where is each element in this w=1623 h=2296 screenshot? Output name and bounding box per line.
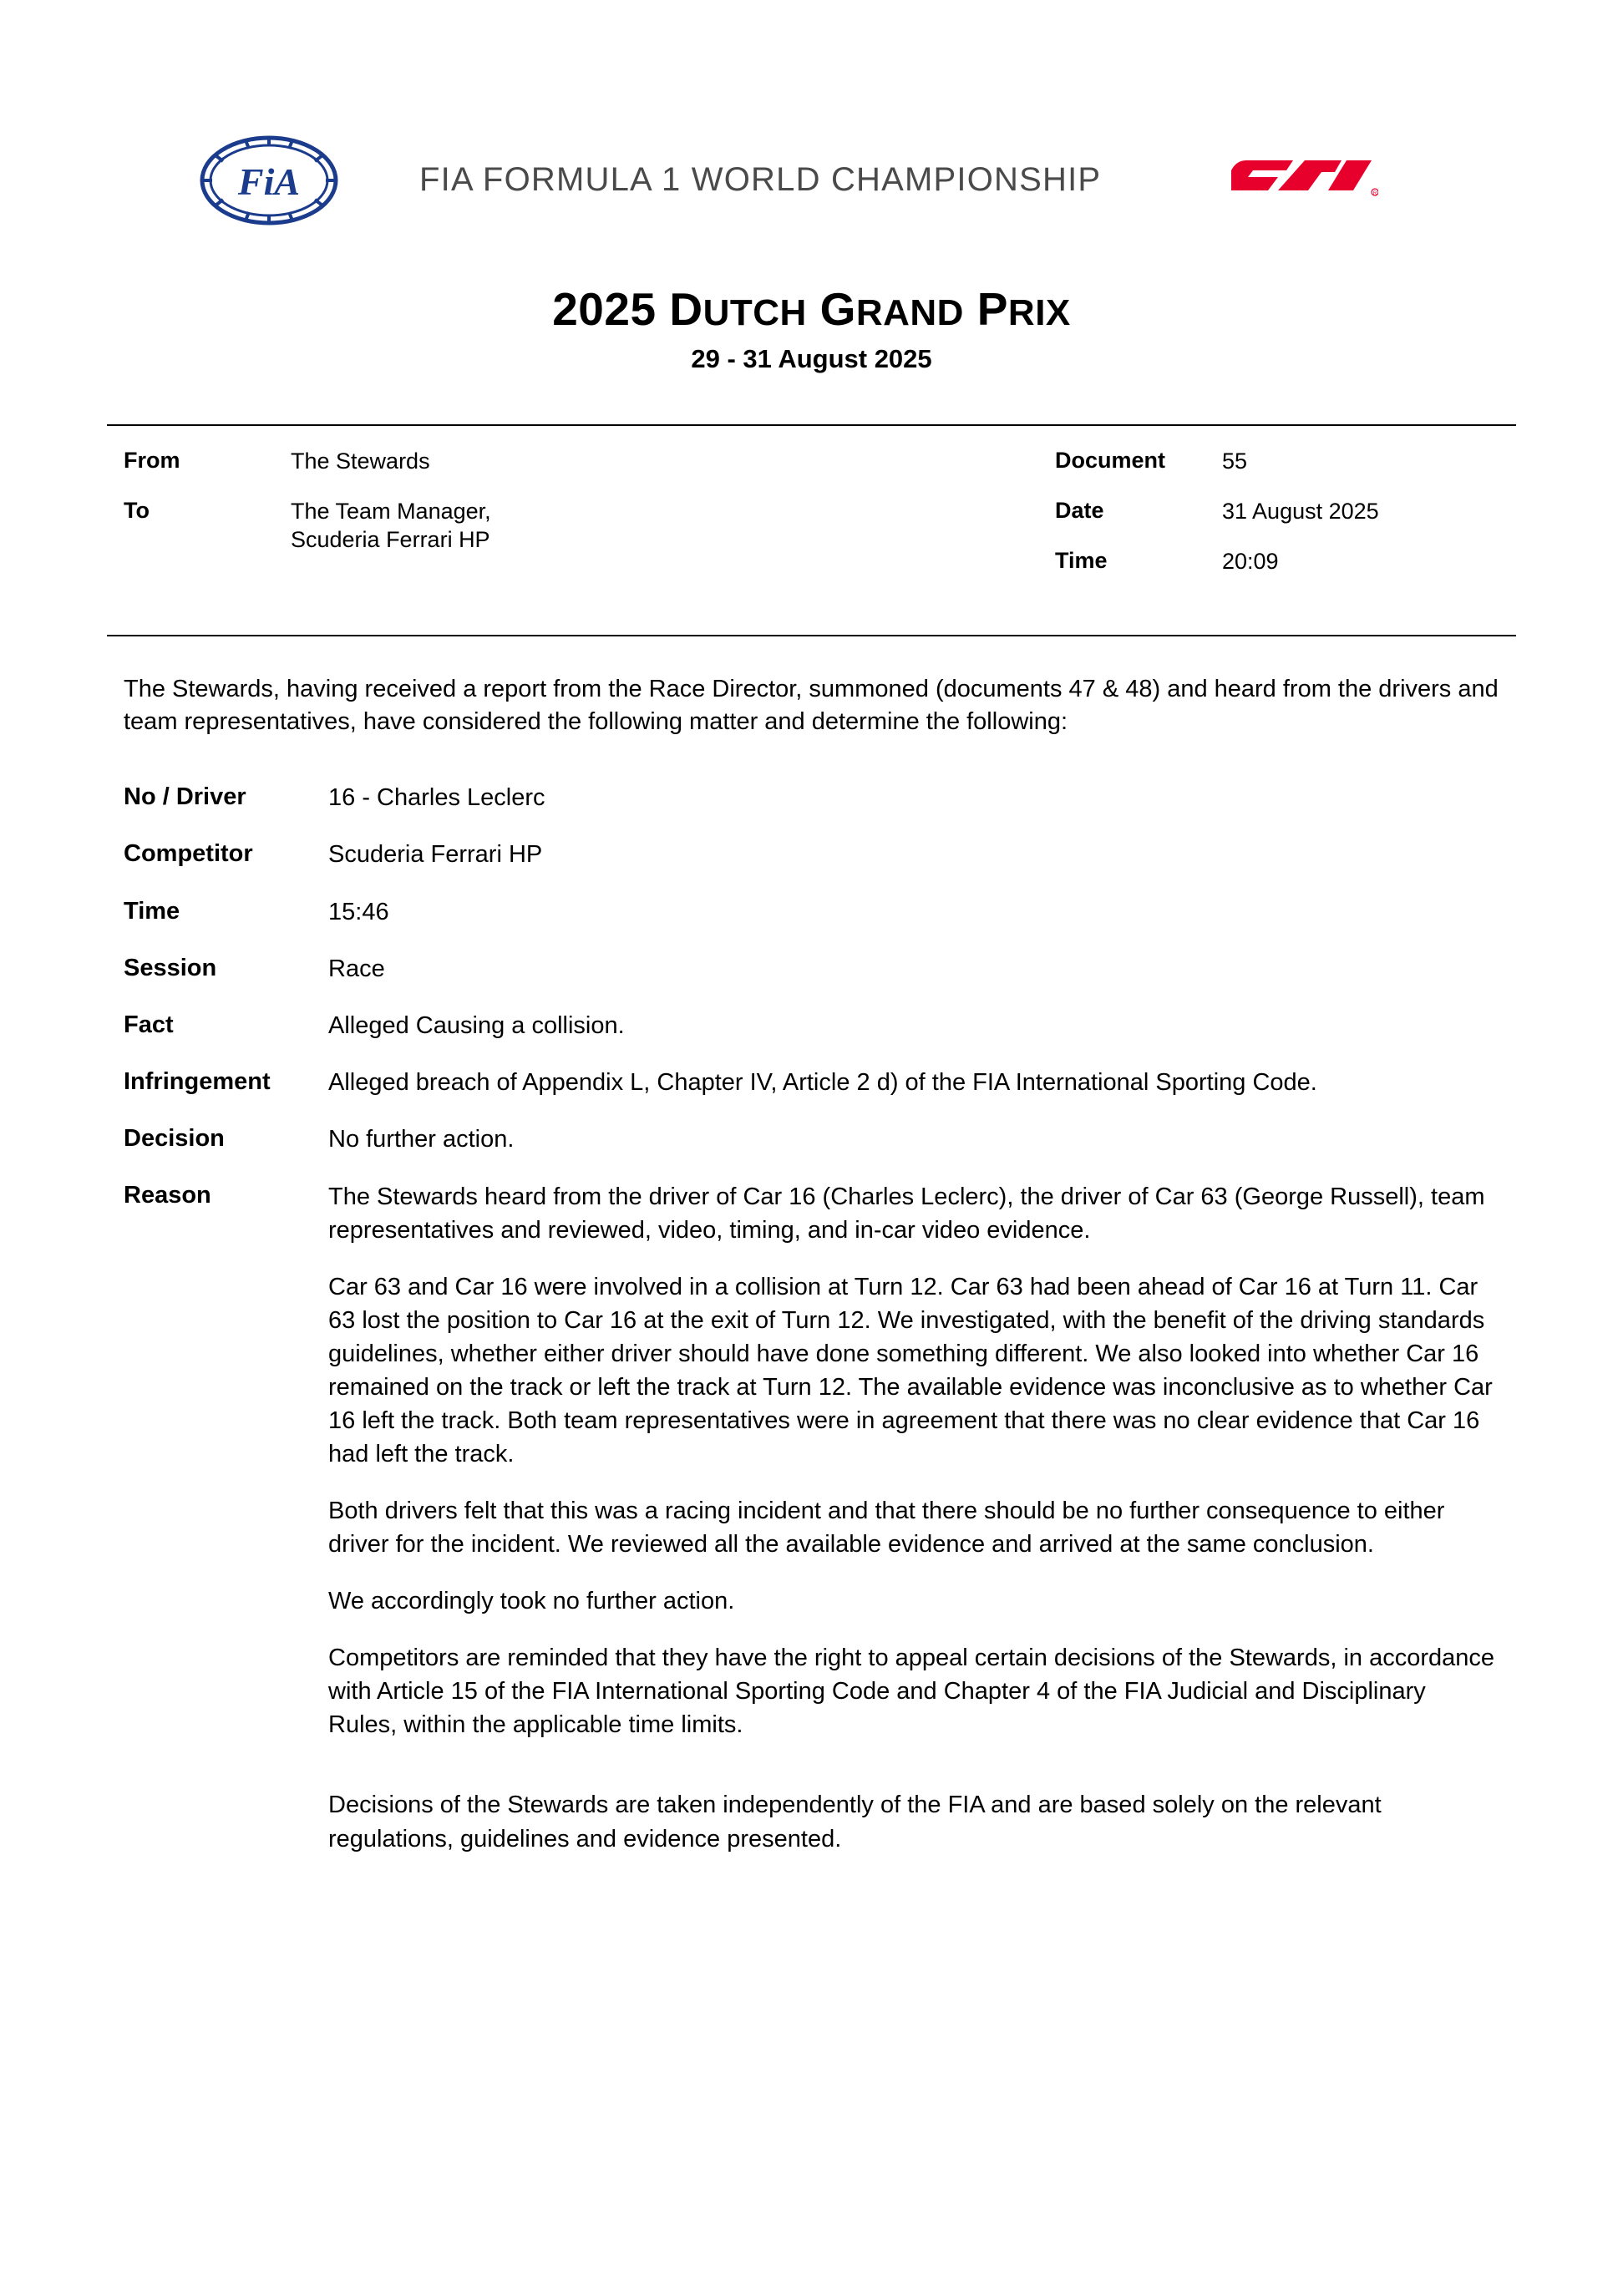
championship-title: FIA FORMULA 1 WORLD CHAMPIONSHIP xyxy=(419,160,1102,198)
event-dates: 29 - 31 August 2025 xyxy=(691,344,932,373)
field-label-no-driver: No / Driver xyxy=(124,783,246,811)
meta-row-from xyxy=(124,448,942,476)
reason-paragraph: Competitors are reminded that they have the right to appeal certain decisions of the Stewards, in accordance with Article 15 of the FIA International Sporting Code and Chapter 4 of the FIA Judicial and Disciplinary Rules, within the applicable time limits. xyxy=(328,1645,1495,1739)
fia-logo-icon xyxy=(199,134,339,226)
time-value: 20:09 xyxy=(1222,548,1279,574)
meta-row-date xyxy=(1055,498,1623,526)
f1-logo-icon xyxy=(1228,155,1378,204)
field-label-reason: Reason xyxy=(124,1182,211,1209)
reason-paragraph: The Stewards heard from the driver of Car 16 (Charles Leclerc), the driver of Car 63 (George Russell), team representatives and reviewed, video, timing, and in-car video evidence. xyxy=(328,1183,1485,1244)
title-grand-cap: G xyxy=(819,283,856,335)
from-label: From xyxy=(124,448,180,473)
field-value-time: 15:46 xyxy=(328,898,389,925)
field-row-time xyxy=(124,896,1499,929)
reason-paragraph: Decisions of the Stewards are taken independently of the FIA and are based solely on the relevant regulations, guidelines and evidence presented. xyxy=(328,1792,1382,1853)
field-label-session: Session xyxy=(124,954,217,981)
field-label-decision: Decision xyxy=(124,1125,225,1153)
field-label-infringement: Infringement xyxy=(124,1067,271,1095)
document-label: Document xyxy=(1055,448,1166,473)
meta-row-time xyxy=(1055,548,1623,576)
date-value: 31 August 2025 xyxy=(1222,498,1379,524)
field-value-competitor: Scuderia Ferrari HP xyxy=(328,841,543,869)
document-header xyxy=(0,0,1623,234)
title-year: 2025 xyxy=(552,283,657,335)
reason-paragraph: Car 63 and Car 16 were involved in a collision at Turn 12. Car 63 had been ahead of Car 16 at Turn 11. Car 63 lost the position to Car 16 at the exit of Turn 12. We investigated, with the benefit of the driving standards guidelines, whether either driver should have done something different. We also looked into whether Car 16 remained on the track or left the track at Turn 12. The available evidence was inconclusive as to whether Car 16 left the track. Both team representatives were in agreement that there was no clear evidence that Car 16 had left the track. xyxy=(328,1274,1493,1468)
field-value-no-driver: 16 - Charles Leclerc xyxy=(328,784,545,812)
svg-text:FiA: FiA xyxy=(237,160,301,203)
to-label: To xyxy=(124,497,150,523)
field-row-decision xyxy=(124,1123,1499,1156)
field-row-no-driver xyxy=(124,782,1499,814)
field-row-session xyxy=(124,953,1499,986)
field-row-infringement xyxy=(124,1067,1499,1099)
divider-bottom xyxy=(107,635,1516,636)
to-value xyxy=(291,498,491,555)
reason-paragraph: We accordingly took no further action. xyxy=(328,1588,735,1615)
title-dutch-cap: D xyxy=(669,283,703,335)
reason-paragraph: Both drivers felt that this was a racing incident and that there should be no further consequence to either driver for the incident. We reviewed all the available evidence and arrived at the same conclusion. xyxy=(328,1498,1445,1559)
title-prix-cap: P xyxy=(976,283,1008,335)
meta-row-document xyxy=(1055,448,1623,476)
field-value-session: Race xyxy=(328,955,385,982)
meta-right-column xyxy=(1055,448,1623,597)
meta-row-to xyxy=(124,498,942,555)
page-title xyxy=(0,282,1623,336)
field-row-fact xyxy=(124,1010,1499,1042)
title-dutch-rest: UTCH xyxy=(702,292,807,333)
document-value: 55 xyxy=(1222,449,1248,474)
document-meta xyxy=(107,426,1516,613)
title-grand-rest: RAND xyxy=(855,292,964,333)
svg-text:R: R xyxy=(1373,191,1377,196)
field-label-competitor: Competitor xyxy=(124,840,253,868)
time-label: Time xyxy=(1055,547,1108,573)
field-row-competitor xyxy=(124,839,1499,871)
field-value-infringement: Alleged breach of Appendix L, Chapter IV, Article 2 d) of the FIA International Sporting Code. xyxy=(328,1068,1317,1096)
field-value-decision: No further action. xyxy=(328,1126,515,1153)
field-value-fact: Alleged Causing a collision. xyxy=(328,1011,625,1039)
field-label-time: Time xyxy=(124,897,180,925)
field-row-reason xyxy=(124,1180,1499,1855)
title-prix-rest: RIX xyxy=(1007,292,1071,333)
decision-fields xyxy=(124,782,1499,1855)
from-value: The Stewards xyxy=(291,449,430,474)
to-value-line2: Scuderia Ferrari HP xyxy=(291,526,490,552)
field-value-reason xyxy=(328,1180,1499,1855)
meta-left-column xyxy=(124,448,942,575)
to-value-line1: The Team Manager, xyxy=(291,498,491,524)
date-label: Date xyxy=(1055,497,1104,523)
intro-paragraph: The Stewards, having received a report from the Race Director, summoned (documents 47 & 48) and heard from the drivers and team representatives, have considered the following matter and determine the following: xyxy=(124,676,1499,736)
field-label-fact: Fact xyxy=(124,1011,174,1038)
